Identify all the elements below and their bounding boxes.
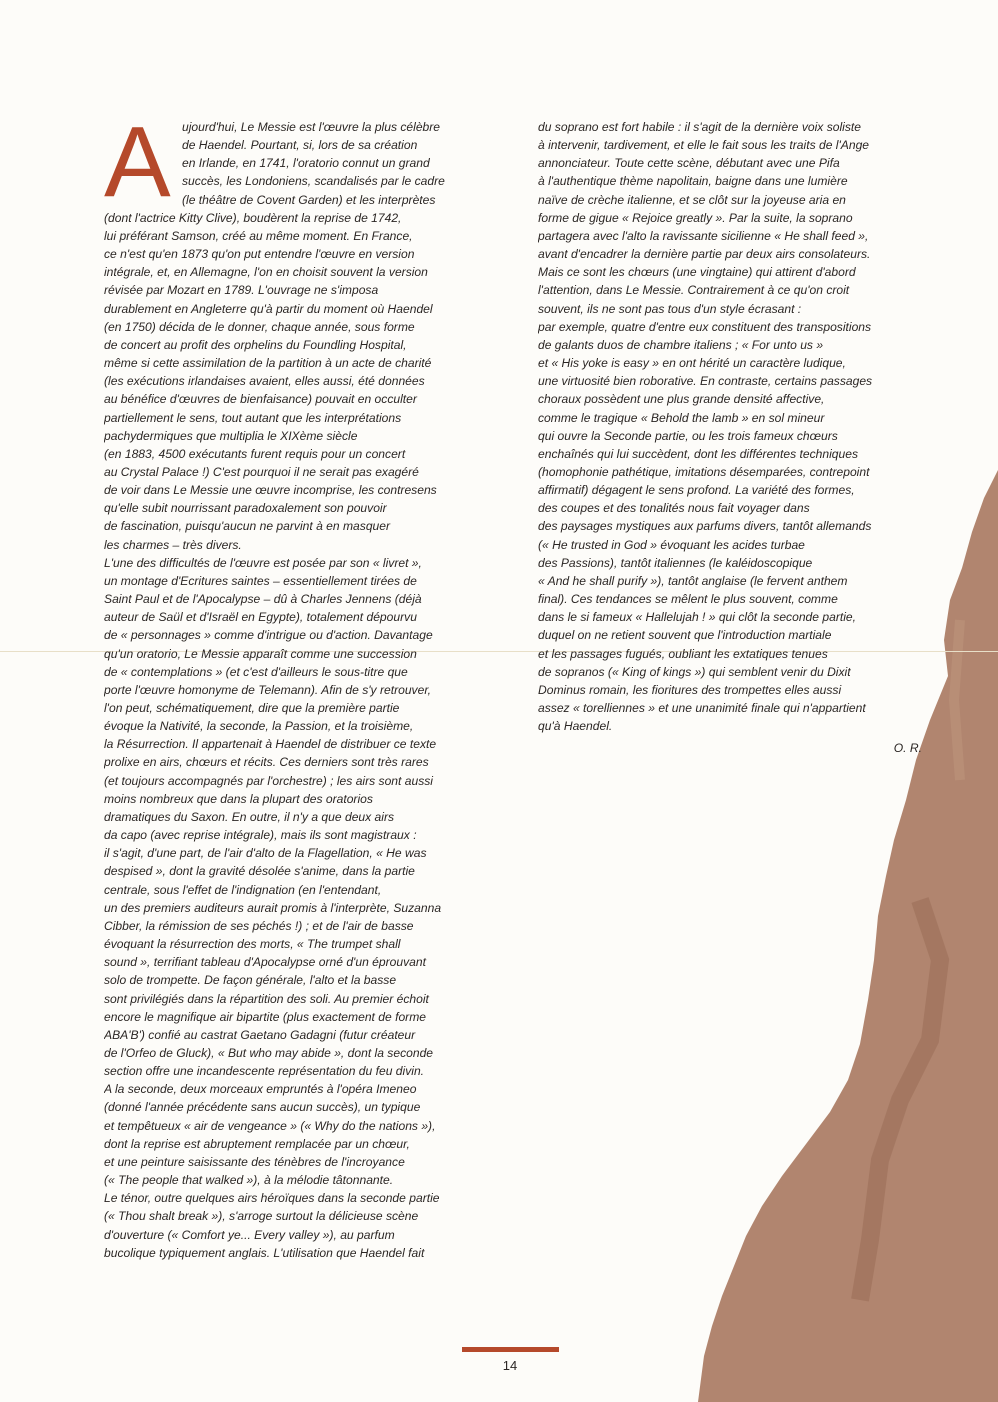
text-line: final). Ces tendances se mêlent le plus souvent, comme — [538, 592, 838, 607]
text-line: en Irlande, en 1741, l'oratorio connut un grand — [182, 156, 430, 171]
text-line: annonciateur. Toute cette scène, débutant avec une Pifa — [538, 156, 840, 171]
text-line: même si cette assimilation de la partition à un acte de charité — [104, 356, 432, 371]
text-line: ce n'est qu'en 1873 qu'on put entendre l'œuvre en version — [104, 247, 415, 262]
text-line: comme le tragique « Behold the lamb » en sol mineur — [538, 410, 825, 425]
text-line: des Passions), tantôt italiennes (le kaléidoscopique — [538, 555, 813, 570]
text-line: de galants duos de chambre italiens ; « For unto us » — [538, 337, 824, 352]
drop-cap: A — [104, 106, 171, 218]
text-line: et une peinture saisissante des ténèbres de l'incroyance — [104, 1154, 405, 1169]
text-line: succès, les Londoniens, scandalisés par le cadre — [182, 174, 445, 189]
text-line: encore le magnifique air bipartite (plus exactement de forme — [104, 1009, 426, 1024]
footer-rule — [462, 1347, 559, 1352]
text-line: de sopranos (« King of kings ») qui semblent venir du Dixit — [538, 664, 851, 679]
text-line: révisée par Mozart en 1789. L'ouvrage ne s'imposa — [104, 283, 379, 298]
text-line: section offre une incandescente représentation du feu divin. — [104, 1064, 425, 1079]
text-line: ujourd'hui, Le Messie est l'œuvre la plus célèbre — [182, 120, 441, 134]
text-line: (dont l'actrice Kitty Clive), boudèrent la reprise de 1742, — [104, 210, 402, 225]
text-line: ABA'B') confié au castrat Gaetano Gadagni (futur créateur — [104, 1027, 416, 1042]
text-line: et tempêtueux « air de vengeance » (« Why do the nations »), — [104, 1118, 436, 1133]
text-line: solo de trompette. De façon générale, l'alto et la basse — [104, 973, 397, 988]
text-line: prolixe en airs, chœurs et récits. Ces derniers sont très rares — [104, 755, 429, 770]
text-line: forme de gigue « Rejoice greatly ». Par la suite, la soprano — [538, 210, 853, 225]
page-number: 14 — [502, 1358, 518, 1373]
text-line: (en 1750) décida de le donner, chaque année, sous forme — [104, 319, 415, 334]
text-line: des coupes et des tonalités nous fait voyager dans — [538, 501, 810, 516]
text-line: (donné l'année précédente sans aucun succès), un typique — [104, 1100, 421, 1115]
text-line: un des premiers auditeurs aurait promis à l'interprète, Suzanna — [104, 900, 442, 915]
text-line: Le ténor, outre quelques airs héroïques dans la seconde partie — [104, 1191, 440, 1206]
text-line: da capo (avec reprise intégrale), mais ils sont magistraux : — [104, 828, 417, 843]
text-line: dont la reprise est abruptement remplacée par un chœur, — [104, 1136, 410, 1151]
text-line: évoque la Nativité, la seconde, la Passion, et la troisième, — [104, 719, 414, 734]
text-line: de concert au profit des orphelins du Foundling Hospital, — [104, 337, 407, 352]
text-line: assez « torelliennes » et une unanimité finale qui n'appartient — [538, 701, 866, 715]
text-line: les charmes – très divers. — [104, 537, 242, 552]
text-line: Saint Paul et de l'Apocalypse – dû à Charles Jennens (déjà — [104, 592, 422, 607]
text-line: dramatiques du Saxon. En outre, il n'y a que deux airs — [104, 809, 395, 824]
text-line: évoquant la résurrection des morts, « The trumpet shall — [104, 937, 401, 952]
text-line: sound », terrifiant tableau d'Apocalypse orné d'un éprouvant — [104, 955, 426, 970]
text-line: de « contemplations » (et c'est d'ailleurs le sous-titre que — [104, 664, 408, 679]
text-line: de Haendel. Pourtant, si, lors de sa création — [182, 138, 418, 153]
text-line: des paysages mystiques aux parfums divers, tantôt allemands — [538, 519, 872, 534]
text-line: A la seconde, deux morceaux empruntés à l'opéra Imeneo — [104, 1082, 417, 1097]
text-line: lui préférant Samson, créé au même moment. En France, — [104, 228, 413, 243]
text-line: l'attention, dans Le Messie. Contrairement à ce qu'on croit — [538, 283, 850, 298]
text-line: et les passages fugués, oubliant les extatiques tenues — [538, 646, 828, 661]
text-line: (« Thou shalt break »), s'arroge surtout la délicieuse scène — [104, 1209, 419, 1224]
text-line: (homophonie pathétique, imitations désemparées, contrepoint — [538, 464, 870, 479]
text-line: qu'à Haendel. — [538, 719, 613, 734]
text-line: un montage d'Ecritures saintes – essentiellement tirées de — [104, 573, 417, 588]
text-line: pachydermiques que multiplia le XIXème siècle — [104, 428, 358, 443]
text-line: (« He trusted in God » évoquant les acides turbae — [538, 537, 805, 552]
text-line: du soprano est fort habile : il s'agit de la dernière voix soliste — [538, 120, 861, 134]
text-line: (les exécutions irlandaises avaient, elles aussi, été données — [104, 374, 425, 389]
text-line: L'une des difficultés de l'œuvre est posée par son « livret », — [104, 555, 422, 570]
text-line: au bénéfice d'œuvres de bienfaisance) pouvait en occulter — [104, 392, 417, 407]
text-line: la Résurrection. Il appartenait à Haendel de distribuer ce texte — [104, 737, 437, 752]
text-line: par exemple, quatre d'entre eux constituent des transpositions — [538, 319, 872, 334]
text-line: qu'un oratorio, Le Messie apparaît comme une succession — [104, 646, 417, 661]
text-line: avant d'encadrer la dernière partie par deux airs consolateurs. — [538, 247, 871, 262]
text-line: intégrale, et, en Allemagne, l'on en choisit souvent la version — [104, 265, 428, 280]
text-line: de « personnages » comme d'intrigue ou d'action. Davantage — [104, 628, 433, 643]
text-line: souvent, ils ne sont pas tous d'un style écrasant : — [538, 301, 802, 316]
text-line: de fascination, puisqu'aucun ne parvint à en masquer — [104, 519, 391, 534]
text-line: à l'authentique thème napolitain, baigne dans une lumière — [538, 174, 848, 189]
text-line: choraux possèdent une plus grande densité affective, — [538, 392, 825, 407]
text-line: d'ouverture (« Comfort ye... Every valley »), au parfum — [104, 1227, 395, 1242]
text-line: dans le si fameux « Hallelujah ! » qui clôt la seconde partie, — [538, 610, 856, 625]
text-line: Cibber, la rémission de ses péchés !) ; et de l'air de basse — [104, 918, 414, 933]
text-line: il s'agit, d'une part, de l'air d'alto de la Flagellation, « He was — [104, 846, 427, 861]
text-line: au Crystal Palace !) C'est pourquoi il ne serait pas exagéré — [104, 464, 419, 479]
text-line: « And he shall purify »), tantôt anglaise (le fervent anthem — [538, 573, 848, 588]
text-line: (le théâtre de Covent Garden) et les interprètes — [182, 192, 436, 207]
text-line: porte l'œuvre homonyme de Telemann). Afin de s'y retrouver, — [104, 682, 432, 697]
text-line: sont privilégiés dans la répartition des soli. Au premier échoit — [104, 991, 429, 1006]
text-line: moins nombreux que dans la plupart des oratorios — [104, 791, 373, 806]
text-line: bucolique typiquement anglais. L'utilisation que Haendel fait — [104, 1245, 425, 1260]
text-line: partiellement le sens, tout autant que les interprétations — [104, 410, 402, 425]
text-line: durablement en Angleterre qu'à partir du moment où Haendel — [104, 301, 433, 316]
text-line: (et toujours accompagnés par l'orchestre) ; les airs sont aussi — [104, 773, 433, 788]
text-line: duquel on ne retient souvent que l'introduction martiale — [538, 628, 832, 643]
text-line: une virtuosité bien roborative. En contraste, certains passages — [538, 374, 873, 389]
text-line: auteur de Saül et d'Israël en Egypte), totalement dépourvu — [104, 610, 417, 625]
text-line: Dominus romain, les fioritures des trompettes elles aussi — [538, 682, 842, 697]
text-line: despised », dont la gravité désolée s'anime, dans la partie — [104, 864, 415, 879]
text-line: Mais ce sont les chœurs (une vingtaine) qui attirent d'abord — [538, 265, 856, 280]
text-line: à intervenir, tardivement, et elle le fait sous les traits de l'Ange — [538, 138, 870, 153]
text-line: qu'elle subit nourrissant paradoxalement son pouvoir — [104, 501, 387, 516]
text-line: (en 1883, 4500 exécutants furent requis pour un concert — [104, 446, 406, 461]
text-line: l'on peut, schématiquement, dire que la première partie — [104, 701, 400, 715]
text-line: partagera avec l'alto la ravissante sicilienne « He shall feed », — [538, 228, 869, 243]
text-line: de l'Orfeo de Gluck), « But who may abide », dont la seconde — [104, 1045, 434, 1060]
article-right-column — [538, 118, 922, 735]
text-line: affirmatif) dégagent le sens profond. La variété des formes, — [538, 483, 855, 498]
text-line: (« The people that walked »), à la mélodie tâtonnante. — [104, 1173, 394, 1188]
article-left-column — [104, 118, 490, 1262]
text-line: centrale, sous l'effet de l'indignation (en l'entendant, — [104, 882, 382, 897]
text-line: et « His yoke is easy » en ont hérité un caractère ludique, — [538, 356, 846, 371]
text-line: de voir dans Le Messie une œuvre incomprise, les contresens — [104, 483, 437, 498]
text-line: naïve de crèche italienne, et se clôt sur la joyeuse aria en — [538, 192, 846, 207]
text-line: qui ouvre la Seconde partie, ou les trois fameux chœurs — [538, 428, 838, 443]
text-line: enchaînés qui lui succèdent, dont les différentes techniques — [538, 446, 859, 461]
author-signature: O. R. — [893, 741, 922, 755]
